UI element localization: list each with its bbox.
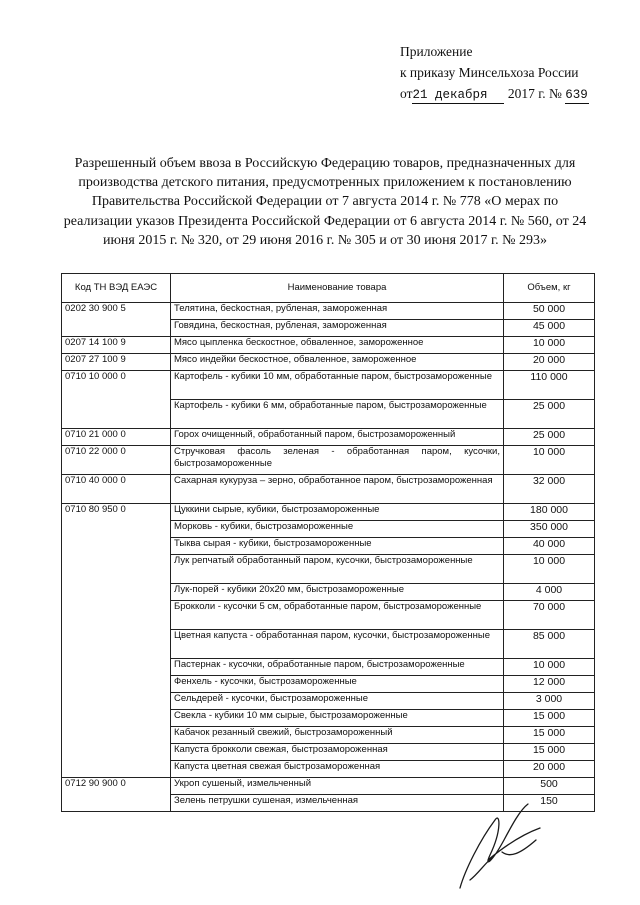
volume-cell: 50 000 — [504, 303, 595, 320]
volume-cell: 500 — [504, 778, 595, 795]
document-title: Разрешенный объем ввоза в Российскую Федерацию товаров, предназначенных для производства детского питания, предусмотренных приложением к постановлению Правительства Российской Федерации от 7 августа 2014 г. № 778 «О мерах по реализации указов Президента Российской Федерации от 6 августа 2014 г. № 560, от 24 июня 2015 г. № 320, от 29 июня 2016 г. № 305 и от 30 июня 2017 г. № 293» — [63, 156, 587, 248]
product-name-cell: Мясо индейки бескостное, обваленное, замороженное — [171, 354, 504, 371]
product-name-cell: Укроп сушеный, измельченный — [171, 778, 504, 795]
product-name-cell: Свекла - кубики 10 мм сырые, быстрозамороженные — [171, 710, 504, 727]
hs-code-cell: 0712 90 900 0 — [62, 778, 171, 812]
volume-cell: 70 000 — [504, 601, 595, 630]
product-name-cell: Зелень петрушки сушеная, измельченная — [171, 795, 504, 812]
product-name-cell: Брокколи - кусочки 5 см, обработанные паром, быстрозамороженные — [171, 601, 504, 630]
table-row — [62, 371, 595, 400]
volume-cell: 350 000 — [504, 521, 595, 538]
product-name-cell: Телятина, бесkостная, рубленая, замороженная — [171, 303, 504, 320]
volume-cell: 10 000 — [504, 555, 595, 584]
product-name-cell: Сельдерей - кусочки, быстрозамороженные — [171, 693, 504, 710]
volume-cell: 40 000 — [504, 538, 595, 555]
hs-code-cell: 0710 22 000 0 — [62, 446, 171, 475]
table-header-row — [62, 274, 595, 303]
product-name-cell: Сахарная кукуруза – зерно, обработанное паром, быстрозамороженная — [171, 475, 504, 504]
table-row — [62, 303, 595, 320]
import-volume-table — [61, 273, 595, 812]
appendix-date-line — [400, 83, 589, 104]
hs-code-cell: 0710 80 950 0 — [62, 504, 171, 778]
hs-code-cell: 0710 10 000 0 — [62, 371, 171, 429]
hs-code-cell: 0207 14 100 9 — [62, 337, 171, 354]
volume-cell: 4 000 — [504, 584, 595, 601]
volume-cell: 150 — [504, 795, 595, 812]
appendix-date-prefix: от — [400, 86, 413, 101]
hs-code-cell: 0710 40 000 0 — [62, 475, 171, 504]
appendix-order-ref: к приказу Минсельхоза России — [400, 65, 579, 80]
table-row — [62, 778, 595, 795]
volume-cell: 15 000 — [504, 710, 595, 727]
product-name-cell: Тыква сырая - кубики, быстрозамороженные — [171, 538, 504, 555]
product-name-cell: Говядина, бескостная, рубленая, замороженная — [171, 320, 504, 337]
product-name-cell: Стручковая фасоль зеленая - обработанная паром, кусочки, быстрозамороженные — [171, 446, 504, 475]
product-name-cell: Капуста брокколи свежая, быстрозамороженная — [171, 744, 504, 761]
volume-cell: 15 000 — [504, 744, 595, 761]
volume-cell: 25 000 — [504, 429, 595, 446]
volume-cell: 20 000 — [504, 354, 595, 371]
volume-cell: 12 000 — [504, 676, 595, 693]
appendix-number: 639 — [565, 88, 588, 102]
signature-icon — [440, 800, 560, 895]
hs-code-cell: 0207 27 100 9 — [62, 354, 171, 371]
volume-cell: 10 000 — [504, 446, 595, 475]
appendix-date: 21 декабря — [412, 88, 504, 104]
product-name-cell: Цуккини сырые, кубики, быстрозамороженные — [171, 504, 504, 521]
volume-cell: 3 000 — [504, 693, 595, 710]
product-name-cell: Горох очищенный, обработанный паром, быстрозамороженный — [171, 429, 504, 446]
product-name-cell: Лук-порей - кубики 20х20 мм, быстрозамороженные — [171, 584, 504, 601]
product-name-cell: Картофель - кубики 6 мм, обработанные паром, быстрозамороженные — [171, 400, 504, 429]
volume-cell: 180 000 — [504, 504, 595, 521]
product-name-cell: Лук репчатый обработанный паром, кусочки, быстрозамороженные — [171, 555, 504, 584]
product-name-cell: Мясо цыпленка бескостное, обваленное, замороженное — [171, 337, 504, 354]
product-name-cell: Пастернак - кусочки, обработанные паром, быстрозамороженные — [171, 659, 504, 676]
volume-cell: 110 000 — [504, 371, 595, 400]
volume-cell: 20 000 — [504, 761, 595, 778]
appendix-label: Приложение — [400, 44, 473, 59]
volume-cell: 45 000 — [504, 320, 595, 337]
product-name-cell: Кабачок резанный свежий, быстрозамороженный — [171, 727, 504, 744]
product-name-cell: Морковь - кубики, быстрозамороженные — [171, 521, 504, 538]
hs-code-cell: 0202 30 900 5 — [62, 303, 171, 337]
appendix-header — [400, 41, 589, 104]
volume-cell: 10 000 — [504, 659, 595, 676]
header-name: Наименование товара — [171, 274, 504, 303]
header-volume: Объем, кг — [504, 274, 595, 303]
product-name-cell: Цветная капуста - обработанная паром, кусочки, быстрозамороженные — [171, 630, 504, 659]
volume-cell: 32 000 — [504, 475, 595, 504]
product-name-cell: Капуста цветная свежая быстрозамороженная — [171, 761, 504, 778]
table-row — [62, 504, 595, 521]
table-row — [62, 475, 595, 504]
table-row — [62, 354, 595, 371]
volume-cell: 85 000 — [504, 630, 595, 659]
volume-cell: 25 000 — [504, 400, 595, 429]
hs-code-cell: 0710 21 000 0 — [62, 429, 171, 446]
volume-cell: 10 000 — [504, 337, 595, 354]
volume-cell: 15 000 — [504, 727, 595, 744]
table-row — [62, 337, 595, 354]
table-row — [62, 446, 595, 475]
product-name-cell: Картофель - кубики 10 мм, обработанные паром, быстрозамороженные — [171, 371, 504, 400]
table-row — [62, 429, 595, 446]
appendix-year: 2017 г. № — [507, 86, 562, 101]
product-name-cell: Фенхель - кусочки, быстрозамороженные — [171, 676, 504, 693]
header-code: Код ТН ВЭД ЕАЭС — [62, 274, 171, 303]
